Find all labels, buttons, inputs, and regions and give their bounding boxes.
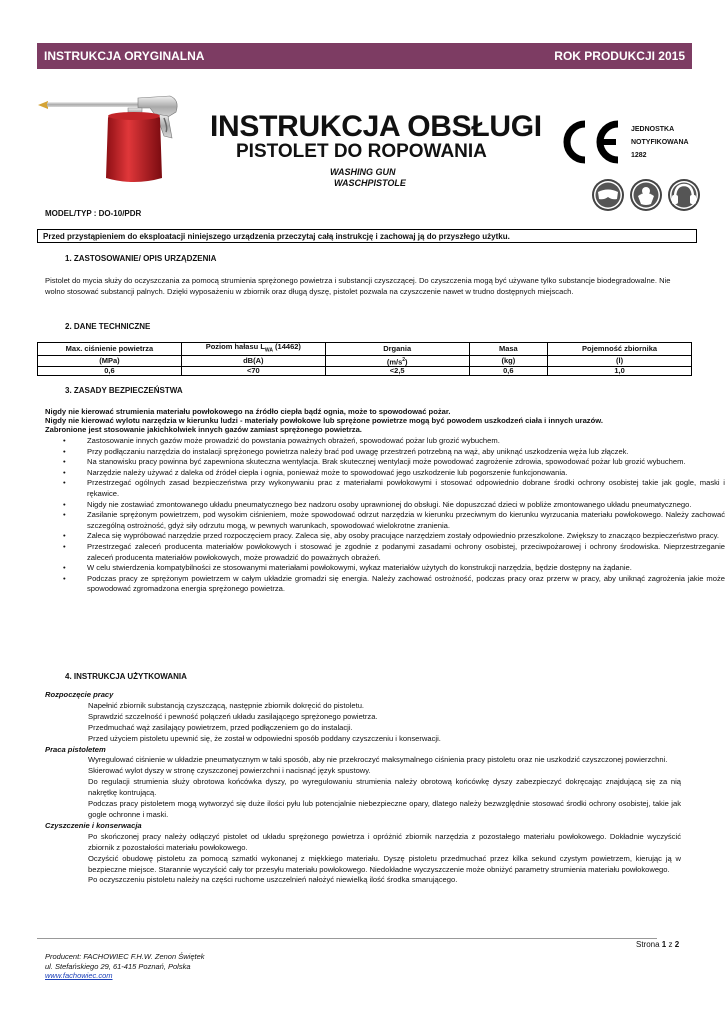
warning-line: Zabronione jest stosowanie jakichkolwiek innych gazów zamiast sprężonego powietrza. (45, 425, 362, 434)
table-units-row (38, 355, 692, 367)
list-item-text: W celu stwierdzenia kompatybilności ze stosowanymi materiałami powłokowymi, wykaz materiałów użytych do konstrukcji narzędzia, będzie dostępny na żądanie. (87, 563, 632, 573)
ce-mark-icon (556, 118, 622, 166)
producer-info (45, 952, 205, 981)
usage-instructions (45, 690, 681, 886)
table-unit-cell: (l) (548, 355, 692, 367)
list-item-text: Zasilanie sprężonym powietrzem, pod wysokim ciśnieniem, może spowodować odrzut narzędzia w kierunku przeciwnym do kierunku wyrzucania materiału powłokowego. Należy zachować szczególną ostrożność, gdyż siły odrzutu mogą, w pewnych warunkach, spowodować wielokrotne zranienia. (87, 510, 725, 530)
header-production-year: ROK PRODUKCJI 2015 (554, 49, 685, 63)
list-item-text: Zastosowanie innych gazów może prowadzić do powstania poważnych obrażeń, spowodować pożar lub grozić wybuchem. (87, 436, 500, 445)
goggles-icon (590, 178, 628, 212)
notified-body-line2: NOTYFIKOWANA (631, 139, 689, 146)
table-header-cell: Max. ciśnienie powietrza (38, 343, 182, 356)
model-type: MODEL/TYP : DO-10/PDR (45, 209, 142, 218)
producer-address: ul. Stefańskiego 29, 61-415 Poznań, Polska (45, 961, 191, 971)
washing-gun-image (38, 88, 188, 188)
noise-subscript: WA (264, 347, 273, 354)
safety-rules-list (45, 436, 725, 595)
instruction-line: Po oczyszczeniu pistoletu należy na części ruchome uszczelnień nałożyć niewielką ilość środka smarującego. (88, 875, 458, 885)
table-value-cell: 0,6 (38, 367, 182, 376)
list-item-text: Przy podłączaniu narzędzia do instalacji sprężonego powietrza należy brać pod uwagę przestrzeń potrzebną na wąż, aby uniknąć uszkodzenia węża lub złączek. (87, 446, 629, 456)
product-name-english: WASHING GUN (330, 167, 396, 177)
instruction-line: Po skończonej pracy należy odłączyć pistolet od układu sprężonego powietrza i opróżnić zbiornik narzędzia z pozostałego materiału powłokowego. Dokładnie wyczyścić zbiornik z pozostałości materiału powłokowego. (88, 831, 681, 852)
document-title: INSTRUKCJA OBSŁUGI (210, 110, 542, 143)
list-item-text: Zaleca się wypróbować narzędzie przed rozpoczęciem pracy. Zaleca się, aby osoby pracujące narzędziem zostały odpowiednio przeszkolone. Zwiększy to znacząco bezpieczeństwo pracy. (87, 531, 719, 541)
page-label: Strona (636, 940, 662, 949)
technical-data-table (37, 342, 692, 376)
product-name: PISTOLET DO ROPOWANIA (236, 141, 487, 162)
instruction-line: Skierować wylot dyszy w stronę czyszczonej powierzchni i nacisnąć język spustowy. (88, 766, 371, 776)
header-banner (37, 43, 692, 69)
footer-divider (37, 938, 657, 939)
table-value-cell: 1,0 (548, 367, 692, 376)
vibration-unit-exponent: 2 (402, 356, 406, 363)
section-1-text: Pistolet do mycia służy do oczyszczania za pomocą strumienia sprężonego powietrza i substancji czyszczącej. Do czyszczenia mogą być używane tylko substancje biodegradowalne. Nie wolno stosować substancji palnych. Dzięki wyposażeniu w zbiornik oraz długą dyszę, pistolet pozwala na czyszczenie nawet w trudno dostępnych miejscach. (45, 276, 671, 296)
instruction-line: Oczyścić obudowę pistoletu za pomocą szmatki wykonanej z miękkiego materiału. Dyszę pistoletu przedmuchać przez kilka sekund czystym powietrzem, kierując ją w bezpieczne miejsce. Starannie wyczyścić cały tor przesyłu materiału powłokowego. Niedokładne wyczyszczenie może obniżyć parametry strumienia materiału powłokowego. (88, 853, 681, 874)
table-value-cell: 0,6 (469, 367, 547, 376)
instruction-line: Przed użyciem pistoletu upewnić się, że został w odpowiedni sposób poddany czyszczeniu i konserwacji. (88, 733, 441, 743)
warning-line: Nigdy nie kierować strumienia materiału powłokowego na źródło ciepła bądź ognia, może to spowodować pożar. (45, 407, 451, 416)
producer-website-link[interactable]: www.fachowiec.com (45, 971, 113, 980)
list-item-text: Na stanowisku pracy powinna być zapewniona skuteczna wentylacja. Brak skutecznej wentylacji może powodować zagrożenie zdrowia, spowodować pożar lub grozić wybuchem. (87, 457, 686, 467)
table-unit-cell: dB(A) (181, 355, 325, 367)
list-item: • Na stanowisku pracy powinna być zapewniona skuteczna wentylacja. Brak skutecznej wentylacji może powodować zagrożenie zdrowia, spowodować pożar lub grozić wybuchem. (63, 457, 686, 467)
list-item-text: Podczas pracy ze sprężonym powietrzem w całym układzie gromadzi się energia. Należy zachować ostrożność, podczas pracy oraz przerw w pracy, aby uniknąć zagrożenia jakie może spowodować zgromadzona energia sprężonego powietrza. (87, 573, 725, 594)
product-name-german: WASCHPISTOLE (334, 178, 406, 188)
list-item-text: Przestrzegać zaleceń producenta materiałów powłokowych i stosować je zgodnie z podanymi zasadami ochrony osobistej, przeciwpożarowej i ochrony środowiska. Nieprzestrzeganie zaleceń producenta materiałów powłokowych, może prowadzić do poważnych obrażeń. (87, 541, 725, 562)
section-2-title: 2. DANE TECHNICZNE (65, 322, 151, 331)
list-item-text: Narzędzie należy używać z daleka od źródeł ciepła i ognia, ponieważ może to spowodować jego uszkodzenie lub pogorszenie funkcjonowania. (87, 467, 568, 477)
vibration-unit-close: ) (405, 357, 408, 366)
producer-name: Producent: FACHOWIEC F.H.W. Zenon Świętek (45, 952, 205, 961)
notified-body-label (631, 123, 689, 162)
list-item: • Przy podłączaniu narzędzia do instalacji sprężonego powietrza należy brać pod uwagę przestrzeń potrzebną na wąż, aby uniknąć uszkodzenia węża lub złączek. (63, 446, 629, 456)
cleaning-heading: Czyszczenie i konserwacja (45, 820, 142, 830)
section-4-title: 4. INSTRUKCJA UŻYTKOWANIA (65, 672, 187, 681)
instruction-line: Napełnić zbiornik substancją czyszczącą, następnie zbiornik dokręcić do pistoletu. (88, 700, 365, 710)
table-header-cell: Drgania (325, 343, 469, 356)
table-header-cell: Pojemność zbiornika (548, 343, 692, 356)
instruction-line: Do regulacji strumienia służy obrotowa końcówka dyszy, po wyregulowaniu strumienia należy obrotową końcówkę dyszy zabezpieczyć dokręcając znajdującą się za nią nakrętkę kontrującą. (88, 777, 681, 798)
list-item: • Przestrzegać ogólnych zasad bezpieczeństwa przy wykonywaniu prac z materiałami powłokowymi i stosować odpowiednio dobrane środki ochrony osobistej takie jak gogle, maski i rękawice. (63, 478, 725, 498)
table-value-cell: <2,5 (325, 367, 469, 376)
list-item-text: Nigdy nie zostawiać zmontowanego układu pneumatycznego bez nadzoru osoby uprawnionej do obsługi. Nie dopuszczać dzieci w pobliże zmontowanego układu pneumatycznego. (87, 499, 692, 509)
read-instructions-notice: Przed przystąpieniem do eksploatacji niniejszego urządzenia przeczytaj całą instrukcję i zachowaj ją do przyszłego użytku. (37, 229, 697, 243)
gun-operation-heading: Praca pistoletem (45, 744, 106, 754)
table-unit-cell: (MPa) (38, 355, 182, 367)
safety-warnings (45, 407, 695, 434)
header-original-label: INSTRUKCJA ORYGINALNA (44, 49, 205, 63)
list-item: • Zaleca się wypróbować narzędzie przed rozpoczęciem pracy. Zaleca się, aby osoby pracujące narzędziem zostały odpowiednio przeszkolone. Zwiększy to znacząco bezpieczeństwo pracy. (63, 531, 719, 541)
table-values-row (38, 367, 692, 376)
notified-body-line1: JEDNOSTKA (631, 126, 675, 133)
noise-standard: (14462) (272, 342, 301, 351)
page-total: 2 (674, 940, 680, 949)
vibration-unit: (m/s (386, 357, 403, 366)
instruction-line: Podczas pracy pistoletem mogą wytworzyć się duże ilości pyłu lub potencjalnie niebezpieczne opary, dlatego należy bezwzględnie stosować środki ochrony osobistej, takie jak gogle ochronne i maski. (88, 799, 681, 819)
page-current: 1 (661, 940, 667, 949)
instruction-line: Przedmuchać wąż zasilający powietrzem, przed podłączeniem go do instalacji. (88, 722, 353, 732)
list-item: • Zastosowanie innych gazów może prowadzić do powstania poważnych obrażeń, spowodować pożar lub grozić wybuchem. (63, 436, 500, 445)
table-value-cell: <70 (181, 367, 325, 376)
table-unit-cell (325, 355, 469, 367)
ear-protection-icon (666, 178, 704, 212)
list-item: • W celu stwierdzenia kompatybilności ze stosowanymi materiałami powłokowymi, wykaz materiałów użytych do konstrukcji narzędzia, będzie dostępny na żądanie. (63, 563, 632, 573)
list-item-text: Przestrzegać ogólnych zasad bezpieczeństwa przy wykonywaniu prac z materiałami powłokowymi i stosować odpowiednio dobrane środki ochrony osobistej takie jak gogle, maski i rękawice. (87, 478, 725, 498)
table-header-cell: Masa (469, 343, 547, 356)
warning-line: Nigdy nie kierować wylotu narzędzia w kierunku ludzi - materiały powłokowe lub sprężone powietrze mogą być powodem uszkodzeń ciała i innych urazów. (45, 416, 603, 425)
table-unit-cell: (kg) (469, 355, 547, 367)
list-item: • Zasilanie sprężonym powietrzem, pod wysokim ciśnieniem, może spowodować odrzut narzędzia w kierunku przeciwnym do kierunku wyrzucania materiału powłokowego. Należy zachować szczególną ostrożność, gdyż siły odrzutu mogą, w pewnych warunkach, spowodować wielokrotne zranienia. (63, 510, 725, 530)
mask-icon (628, 178, 666, 212)
section-3-title: 3. ZASADY BEZPIECZEŃSTWA (65, 386, 183, 395)
table-header-row (38, 343, 692, 356)
list-item: • Narzędzie należy używać z daleka od źródeł ciepła i ognia, ponieważ może to spowodować jego uszkodzenie lub pogorszenie funkcjonowania. (63, 467, 568, 477)
noise-label: Poziom hałasu L (205, 342, 265, 351)
page-separator: z (666, 940, 675, 949)
list-item: • Podczas pracy ze sprężonym powietrzem w całym układzie gromadzi się energia. Należy zachować ostrożność, podczas pracy oraz przerw w pracy, aby uniknąć zagrożenia jakie może spowodować zgromadzona energia sprężonego powietrza. (63, 573, 725, 594)
table-header-cell (181, 343, 325, 356)
page-number (636, 940, 679, 949)
notified-body-number: 1282 (631, 152, 647, 159)
list-item: • Przestrzegać zaleceń producenta materiałów powłokowych i stosować je zgodnie z podanymi zasadami ochrony osobistej, przeciwpożarowej i ochrony środowiska. Nieprzestrzeganie zaleceń producenta materiałów powłokowych, może prowadzić do poważnych obrażeń. (63, 541, 725, 562)
section-1-title: 1. ZASTOSOWANIE/ OPIS URZĄDZENIA (65, 254, 217, 263)
start-work-heading: Rozpoczęcie pracy (45, 690, 114, 699)
instruction-line: Wyregulować ciśnienie w układzie pneumatycznym w taki sposób, aby nie przekroczyć maksymalnego ciśnienia pracy pistoletu oraz nie uszkodzić czyszczonej powierzchni. (88, 755, 668, 765)
list-item: • Nigdy nie zostawiać zmontowanego układu pneumatycznego bez nadzoru osoby uprawnionej do obsługi. Nie dopuszczać dzieci w pobliże zmontowanego układu pneumatycznego. (63, 499, 692, 509)
instruction-line: Sprawdzić szczelność i pewność połączeń układu zasilającego sprężonego powietrza. (88, 711, 378, 721)
